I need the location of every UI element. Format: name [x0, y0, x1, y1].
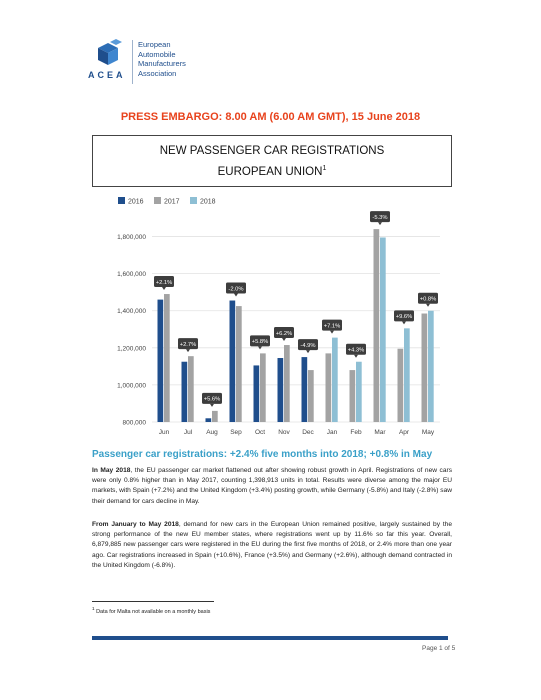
change-label-pointer	[330, 331, 334, 334]
bar	[332, 338, 338, 422]
bar	[284, 345, 290, 422]
paragraph-text: , demand for new cars in the European Union remained positive, largely sustained by the strong performance of the new EU member states, where registrations went up by 11.6% so far this year. Overall, 6,879,885 new passenger cars were registered in the EU during the first five months of 2018, or 2.4% more than one year ago. Car registrations increased in Spain (+10.6%), France (+3.5%) and Germany (+2.6%), although demand contracted in the United Kingdom (-6.8%).	[92, 521, 452, 569]
page-number: Page 1 of 5	[422, 645, 456, 652]
bar	[350, 370, 356, 422]
bar	[230, 301, 236, 422]
paragraph-lead: In May 2018	[92, 467, 131, 474]
legend-swatch	[118, 197, 125, 204]
acea-logo-mark-icon	[92, 38, 126, 68]
bar	[398, 349, 404, 422]
change-label-pointer	[162, 287, 166, 290]
title-line-1: NEW PASSENGER CAR REGISTRATIONS	[159, 145, 385, 157]
title-line-2-text: EUROPEAN UNION	[217, 165, 323, 178]
x-tick-label: Jul	[183, 429, 193, 436]
y-tick-label: 1,000,000	[117, 382, 146, 390]
legend-label: 2018	[200, 198, 216, 206]
y-tick-label: 1,400,000	[117, 308, 146, 316]
change-label: -4.9%	[300, 342, 316, 349]
legend-swatch	[154, 197, 161, 204]
org-line: Association	[138, 68, 177, 78]
y-tick-label: 800,000	[122, 419, 146, 427]
bar	[158, 300, 164, 422]
bar	[404, 328, 410, 422]
y-tick-label: 1,600,000	[117, 271, 146, 279]
bar	[422, 314, 428, 422]
press-embargo: PRESS EMBARGO: 8.00 AM (6.00 AM GMT), 15 June 2018	[120, 111, 421, 123]
y-tick-label: 1,200,000	[117, 345, 146, 353]
x-tick-label: Apr	[398, 429, 410, 436]
change-label: +7.1%	[323, 323, 341, 330]
org-name	[138, 40, 186, 78]
change-label: -5.3%	[372, 214, 388, 221]
bar	[212, 411, 218, 422]
change-label-pointer	[210, 404, 214, 407]
change-label-pointer	[402, 321, 406, 324]
x-tick-label: Sep	[230, 429, 242, 436]
bar	[254, 365, 260, 422]
footnote-mark: 1	[92, 606, 95, 611]
x-tick-label: May	[421, 429, 435, 436]
x-tick-label: Dec	[302, 429, 314, 436]
x-tick-label: Jan	[326, 429, 338, 436]
footnote-text: Data for Malta not available on a monthly basis	[96, 608, 211, 615]
change-label: +5.8%	[251, 339, 269, 346]
org-line: Manufacturers	[138, 59, 186, 68]
legend-label: 2016	[128, 198, 144, 206]
legend-swatch	[190, 197, 197, 204]
x-tick-label: Aug	[206, 429, 218, 436]
bar	[206, 418, 212, 422]
change-label-pointer	[354, 355, 358, 358]
title-line-2	[93, 160, 451, 181]
bar	[260, 353, 266, 422]
change-label-pointer	[282, 338, 286, 341]
bar	[164, 294, 170, 422]
x-tick-label: Oct	[254, 429, 266, 436]
acea-logo	[88, 38, 208, 88]
change-label: +9.6%	[395, 314, 413, 321]
logo-wordmark: ACEA	[88, 70, 126, 80]
bar	[356, 362, 362, 422]
change-label-pointer	[426, 304, 430, 307]
change-label: +5.6%	[203, 396, 221, 403]
registrations-chart	[88, 188, 454, 443]
bar	[182, 362, 188, 422]
change-label-pointer	[378, 222, 382, 225]
change-label: +0.8%	[419, 296, 437, 303]
logo-divider	[132, 40, 133, 84]
x-tick-label: Mar	[374, 429, 386, 436]
x-tick-label: Jun	[158, 429, 170, 436]
paragraph-lead: From January to May 2018	[92, 521, 179, 528]
change-label: -2.0%	[228, 286, 244, 293]
org-line: European	[138, 40, 171, 49]
bar	[236, 306, 242, 422]
change-label-pointer	[234, 294, 238, 297]
bar	[188, 356, 194, 422]
x-tick-label: Feb	[350, 429, 362, 436]
change-label: +2.7%	[179, 341, 197, 348]
section-subheading: Passenger car registrations: +2.4% five months into 2018; +0.8% in May	[92, 449, 433, 460]
bar	[278, 358, 284, 422]
bar	[326, 353, 332, 422]
footnote-divider	[92, 601, 214, 602]
bar	[428, 311, 434, 422]
title-box	[92, 135, 452, 187]
footnote	[92, 606, 210, 615]
paragraph-may	[92, 466, 452, 507]
title-footnote-mark: 1	[322, 165, 327, 172]
x-tick-label: Nov	[278, 429, 290, 436]
bar	[380, 237, 386, 422]
legend-label: 2017	[164, 198, 180, 206]
org-line: Automobile	[138, 49, 176, 59]
bar	[302, 357, 308, 422]
change-label-pointer	[306, 350, 310, 353]
change-label: +6.2%	[275, 330, 293, 337]
paragraph-ytd	[92, 520, 452, 571]
bar	[308, 370, 314, 422]
change-label: +4.3%	[347, 347, 365, 354]
paragraph-text: , the EU passenger car market flattened out after showing robust growth in April. Registrations of new cars were only 0.8% higher than in May 2017, counting 1,398,913 units in total. Results were diverse among the major EU markets, with Spain (+7.2%) and the United Kingdom (+3.4%) posting growth, while Germany (-5.8%) and Italy (-2.8%) saw their demand for cars decline in May.	[92, 467, 452, 505]
change-label: +2.1%	[155, 279, 173, 286]
bar	[374, 229, 380, 422]
y-tick-label: 1,800,000	[117, 234, 146, 242]
change-label-pointer	[186, 349, 190, 352]
footer-bar	[92, 636, 448, 640]
